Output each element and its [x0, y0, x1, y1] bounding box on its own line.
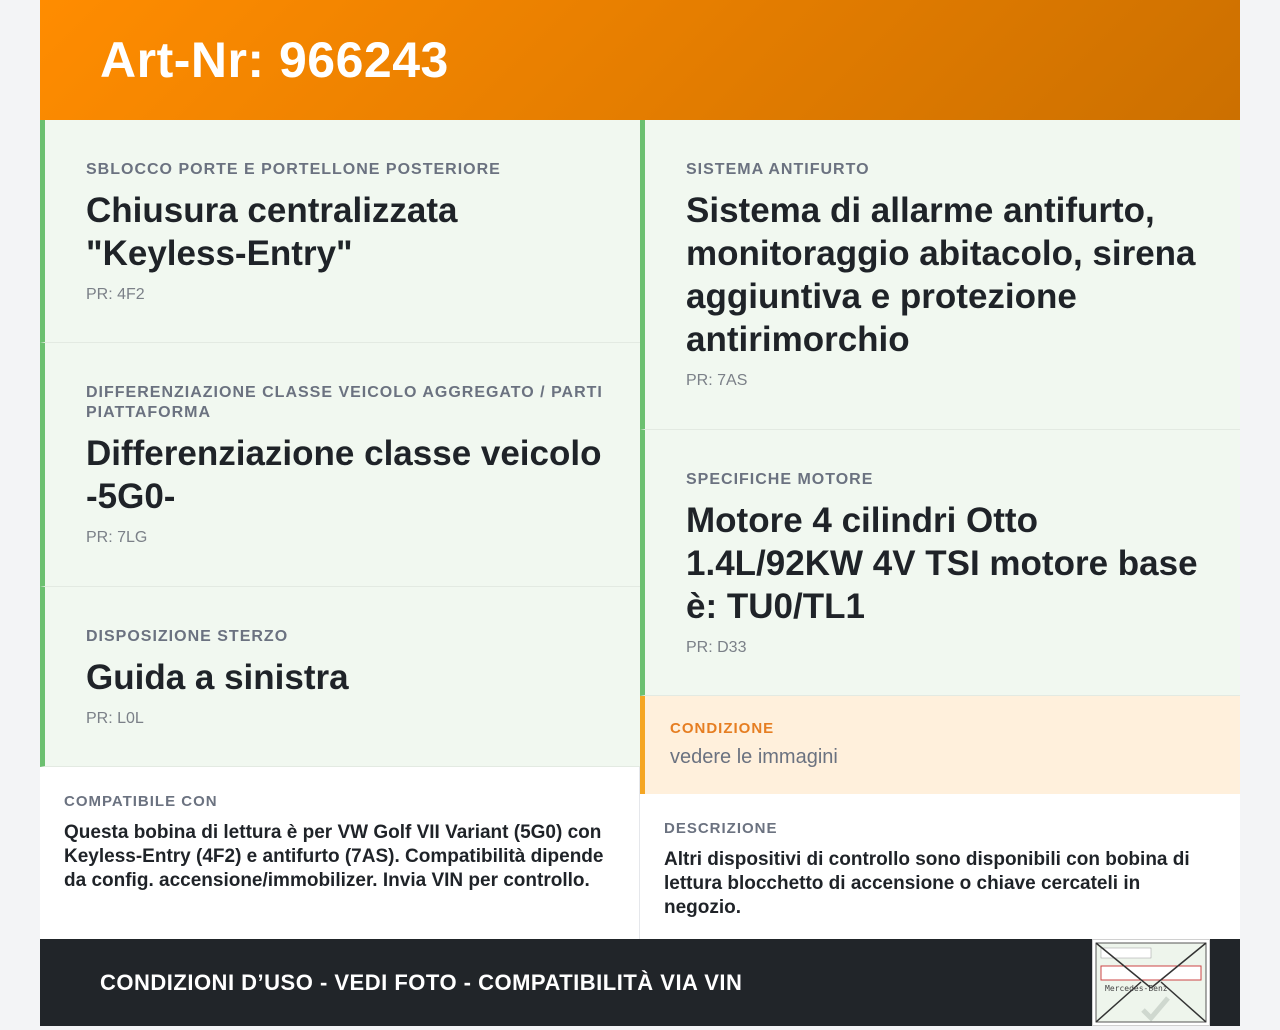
page [40, 0, 1240, 1026]
option-category: DISPOSIZIONE STERZO [86, 628, 289, 645]
option-category: SPECIFICHE MOTORE [686, 471, 874, 488]
option-category: SBLOCCO PORTE E PORTELLONE POSTERIORE [86, 161, 501, 178]
condition-box [640, 696, 1240, 794]
envelope-stamp-icon [1092, 939, 1210, 1026]
header-banner [40, 0, 1240, 120]
compatibility-text: Questa bobina di lettura è per VW Golf VII Variant (5G0) con Keyless-Entry (4F2) e antifurto (7AS). Compatibilità dipende da config. accensione/immobilizer. Invia VIN per controllo. [64, 822, 604, 891]
compatibility-section [40, 767, 640, 939]
option-title: Differenziazione classe veicolo -5G0- [86, 434, 602, 516]
option-title: Sistema di allarme antifurto, monitoraggio abitacolo, sirena aggiuntiva e protezione antirimorchio [686, 191, 1196, 359]
option-pr-code: PR: 4F2 [86, 286, 145, 303]
footer-bar [40, 939, 1240, 1026]
right-column [640, 120, 1240, 939]
option-title: Chiusura centralizzata "Keyless-Entry" [86, 191, 458, 273]
option-pr-code: PR: L0L [86, 710, 144, 727]
left-column [40, 120, 640, 939]
description-section [640, 794, 1240, 939]
compatibility-label: COMPATIBILE CON [64, 793, 218, 810]
description-label: DESCRIZIONE [664, 820, 778, 837]
condition-value: vedere le immagini [670, 746, 838, 768]
option-card-locking [40, 120, 640, 343]
article-number-title: Art-Nr: 966243 [100, 32, 449, 88]
option-category: DIFFERENZIAZIONE CLASSE VEICOLO AGGREGATO / PARTI PIATTAFORMA [86, 384, 603, 421]
svg-text:Mercedes-Benz: Mercedes-Benz [1105, 984, 1168, 993]
option-category: SISTEMA ANTIFURTO [686, 161, 870, 178]
option-card-engine [640, 430, 1240, 696]
option-title: Motore 4 cilindri Otto 1.4L/92KW 4V TSI motore base è: TU0/TL1 [686, 501, 1198, 626]
option-card-steering [40, 587, 640, 767]
option-title: Guida a sinistra [86, 658, 349, 697]
description-text: Altri dispositivi di controllo sono disponibili con bobina di lettura blocchetto di accensione o chiave cercateli in negozio. [664, 849, 1190, 918]
option-card-vehicle-class [40, 343, 640, 587]
footer-text: CONDIZIONI D’USO - VEDI FOTO - COMPATIBILITÀ VIA VIN [100, 969, 743, 995]
option-pr-code: PR: 7AS [686, 372, 748, 389]
condition-label: CONDIZIONE [670, 720, 775, 737]
option-pr-code: PR: D33 [686, 639, 747, 656]
option-card-antitheft [640, 120, 1240, 430]
option-pr-code: PR: 7LG [86, 529, 148, 546]
